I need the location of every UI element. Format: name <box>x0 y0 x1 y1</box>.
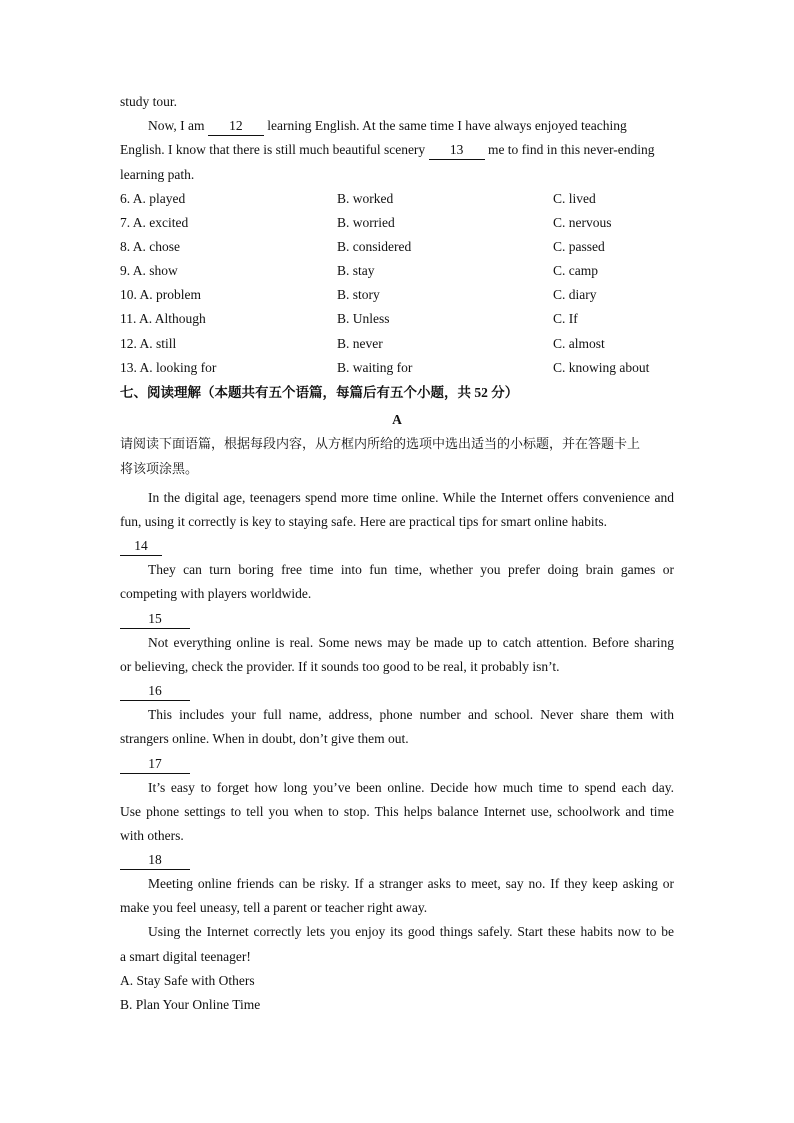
option-b: B. waiting for <box>337 360 413 375</box>
option-a: 6. A. played <box>120 191 186 206</box>
option-c: C. lived <box>553 191 596 206</box>
paragraph-line: or believing, check the provider. If it sounds too good to be real, it probably isn’t. <box>120 659 560 674</box>
text-line: learning path. <box>120 167 195 182</box>
paragraph-line: This includes your full name, address, phone number and school. Never share them with <box>148 707 674 722</box>
paragraph-line: They can turn boring free time into fun time, whether you prefer doing brain games or <box>148 562 674 577</box>
paragraph-line: fun, using it correctly is key to staying safe. Here are practical tips for smart online habits. <box>120 514 607 529</box>
passage-label: A <box>392 412 402 427</box>
text-line <box>120 140 674 160</box>
blank-number: 18 <box>120 851 190 870</box>
option-c: C. diary <box>553 287 597 302</box>
option-a: 12. A. still <box>120 336 177 351</box>
option-b: B. stay <box>337 263 375 278</box>
text-segment: Now, I am <box>148 118 208 133</box>
text-segment: English. I know that there is still much beautiful scenery <box>120 142 429 157</box>
option-b: B. never <box>337 336 383 351</box>
text-line <box>120 116 674 136</box>
blank-12: 12 <box>208 117 264 136</box>
option-c: C. If <box>553 311 578 326</box>
paragraph-line: with others. <box>120 828 184 843</box>
choice-b: B. Plan Your Online Time <box>120 997 261 1012</box>
option-b: B. story <box>337 287 380 302</box>
paragraph-line: Use phone settings to tell you when to stop. This helps balance Internet use, schoolwork and time <box>120 804 674 819</box>
option-c: C. almost <box>553 336 605 351</box>
instruction-line: 请阅读下面语篇，根据每段内容，从方框内所给的选项中选出适当的小标题，并在答题卡上 <box>120 437 641 452</box>
blank-15 <box>120 609 190 629</box>
paragraph-line: Meeting online friends can be risky. If a stranger asks to meet, say no. If they keep asking or <box>148 876 674 891</box>
option-b: B. worked <box>337 191 394 206</box>
option-b: B. Unless <box>337 311 390 326</box>
option-c: C. passed <box>553 239 605 254</box>
heading-text: 分） <box>487 385 519 400</box>
paragraph-line: Not everything online is real. Some news may be made up to catch attention. Before sharing <box>148 635 674 650</box>
text-line: study tour. <box>120 94 178 109</box>
paragraph-line: It’s easy to forget how long you’ve been online. Decide how much time to spend each day. <box>148 780 674 795</box>
option-a: 13. A. looking for <box>120 360 217 375</box>
option-c: C. camp <box>553 263 598 278</box>
blank-number: 15 <box>120 610 190 629</box>
option-a: 9. A. show <box>120 263 178 278</box>
blank-13: 13 <box>429 141 485 160</box>
blank-18 <box>120 850 190 870</box>
heading-score: 52 <box>474 385 488 400</box>
section-heading <box>120 383 674 403</box>
paragraph-line: In the digital age, teenagers spend more time online. While the Internet offers convenience and <box>148 490 674 505</box>
option-b: B. considered <box>337 239 412 254</box>
choice-a: A. Stay Safe with Others <box>120 973 255 988</box>
blank-16 <box>120 681 190 701</box>
heading-text: 七、阅读理解（本题共有五个语篇，每篇后有五个小题，共 <box>120 385 475 400</box>
option-c: C. nervous <box>553 215 612 230</box>
paragraph-line: Using the Internet correctly lets you enjoy its good things safely. Start these habits now to be <box>148 924 674 939</box>
instruction-line: 将该项涂黑。 <box>120 462 199 477</box>
blank-number: 14 <box>120 537 162 556</box>
text-segment: me to find in this never-ending <box>484 142 655 157</box>
blank-14 <box>120 536 162 556</box>
option-c: C. knowing about <box>553 360 650 375</box>
paragraph-line: make you feel uneasy, tell a parent or teacher right away. <box>120 900 428 915</box>
blank-number: 16 <box>120 682 190 701</box>
option-a: 11. A. Although <box>120 311 206 326</box>
text-segment: learning English. At the same time I have always enjoyed teaching <box>263 118 627 133</box>
paragraph-line: strangers online. When in doubt, don’t give them out. <box>120 731 409 746</box>
blank-number: 17 <box>120 755 190 774</box>
paragraph-line: a smart digital teenager! <box>120 949 251 964</box>
option-b: B. worried <box>337 215 395 230</box>
option-a: 10. A. problem <box>120 287 201 302</box>
option-a: 7. A. excited <box>120 215 189 230</box>
paragraph-line: competing with players worldwide. <box>120 586 312 601</box>
blank-17 <box>120 754 190 774</box>
option-a: 8. A. chose <box>120 239 180 254</box>
